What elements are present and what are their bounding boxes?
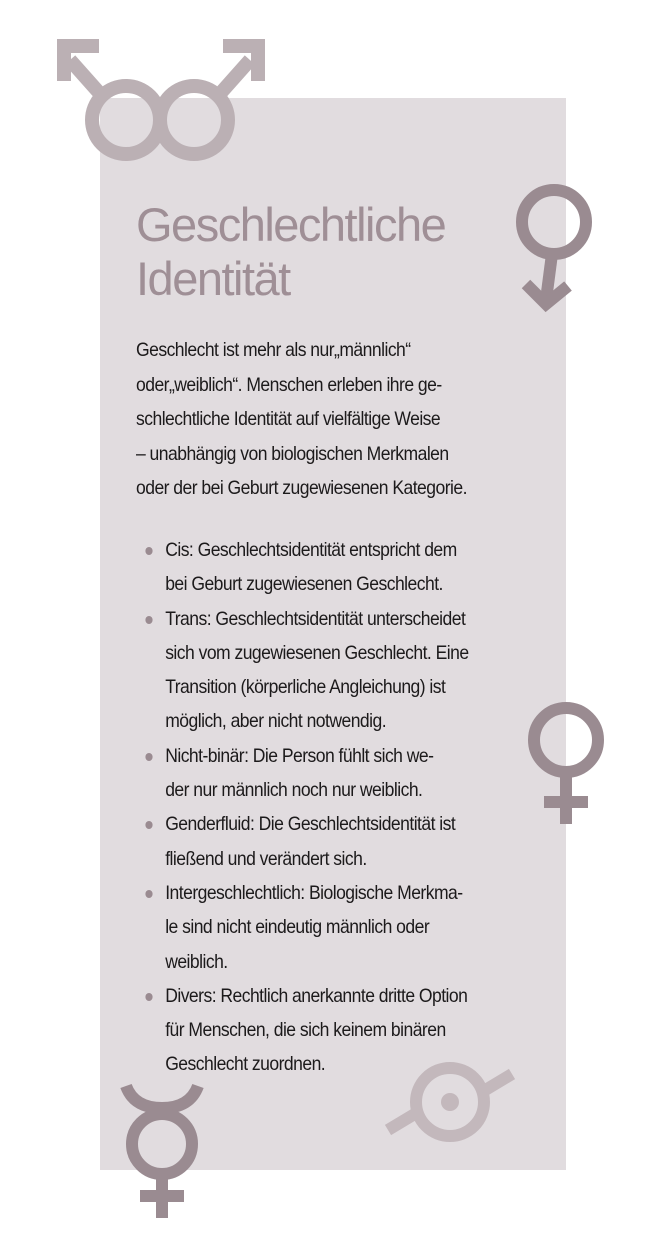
list-item-line: Geschlecht zuordnen. bbox=[165, 1053, 326, 1076]
list-item-line: Genderfluid: Die Geschlechtsidentität ist bbox=[165, 813, 456, 836]
bullet-icon bbox=[145, 753, 152, 761]
list-item-line: Divers: Rechtlich anerkannte dritte Option bbox=[165, 984, 468, 1007]
list-item-line: Transition (körperliche Angleichung) ist bbox=[165, 676, 446, 699]
identity-types-list bbox=[140, 533, 536, 1082]
list-item-line: fließend und verändert sich. bbox=[165, 847, 367, 870]
list-item-intergeschlechtlich bbox=[140, 876, 536, 979]
page-title bbox=[136, 198, 445, 306]
intro-line: schlechtliche Identität auf vielfältige Weise bbox=[136, 408, 441, 430]
bullet-icon bbox=[145, 821, 152, 829]
list-item-line: Nicht-binär: Die Person fühlt sich we- bbox=[165, 744, 434, 767]
list-item-line: Intergeschlechtlich: Biologische Merkma- bbox=[165, 881, 463, 904]
list-item-line: bei Geburt zugewiesenen Geschlecht. bbox=[165, 573, 443, 596]
list-item-trans bbox=[140, 602, 536, 739]
list-item-cis bbox=[140, 533, 536, 602]
intro-line: oder„weiblich“. Menschen erleben ihre ge- bbox=[136, 373, 442, 396]
list-item-divers bbox=[140, 979, 536, 1082]
list-item-line: Trans: Geschlechtsidentität unterscheidet bbox=[165, 607, 466, 630]
bullet-icon bbox=[145, 616, 152, 624]
list-item-genderfluid bbox=[140, 807, 536, 876]
list-item-line: Cis: Geschlechtsidentität entspricht dem bbox=[165, 539, 457, 561]
intro-line: oder der bei Geburt zugewiesenen Kategorie. bbox=[136, 477, 467, 499]
list-item-nicht-binaer bbox=[140, 739, 536, 808]
title-line: Geschlechtliche bbox=[136, 198, 446, 251]
list-item-line: der nur männlich noch nur weiblich. bbox=[165, 779, 423, 802]
title-line: Identität bbox=[136, 252, 290, 305]
intro-paragraph bbox=[136, 333, 532, 506]
bullet-icon bbox=[145, 890, 152, 898]
double-male-symbol-icon bbox=[54, 36, 268, 166]
intro-line: Geschlecht ist mehr als nur„männlich“ bbox=[136, 339, 411, 361]
bullet-icon bbox=[145, 993, 152, 1001]
list-item-line: sich vom zugewiesenen Geschlecht. Eine bbox=[165, 641, 469, 664]
list-item-line: weiblich. bbox=[165, 950, 228, 973]
list-item-line: le sind nicht eindeutig männlich oder bbox=[165, 916, 430, 939]
bullet-icon bbox=[145, 547, 152, 555]
horned-circle-cross-symbol-icon bbox=[112, 1080, 212, 1222]
intro-line: – unabhängig von biologischen Merkmalen bbox=[136, 442, 449, 465]
list-item-line: möglich, aber nicht notwendig. bbox=[165, 710, 387, 733]
circle-down-arrow-symbol-icon bbox=[512, 182, 602, 314]
list-item-line: für Menschen, die sich keinem binären bbox=[165, 1019, 446, 1042]
